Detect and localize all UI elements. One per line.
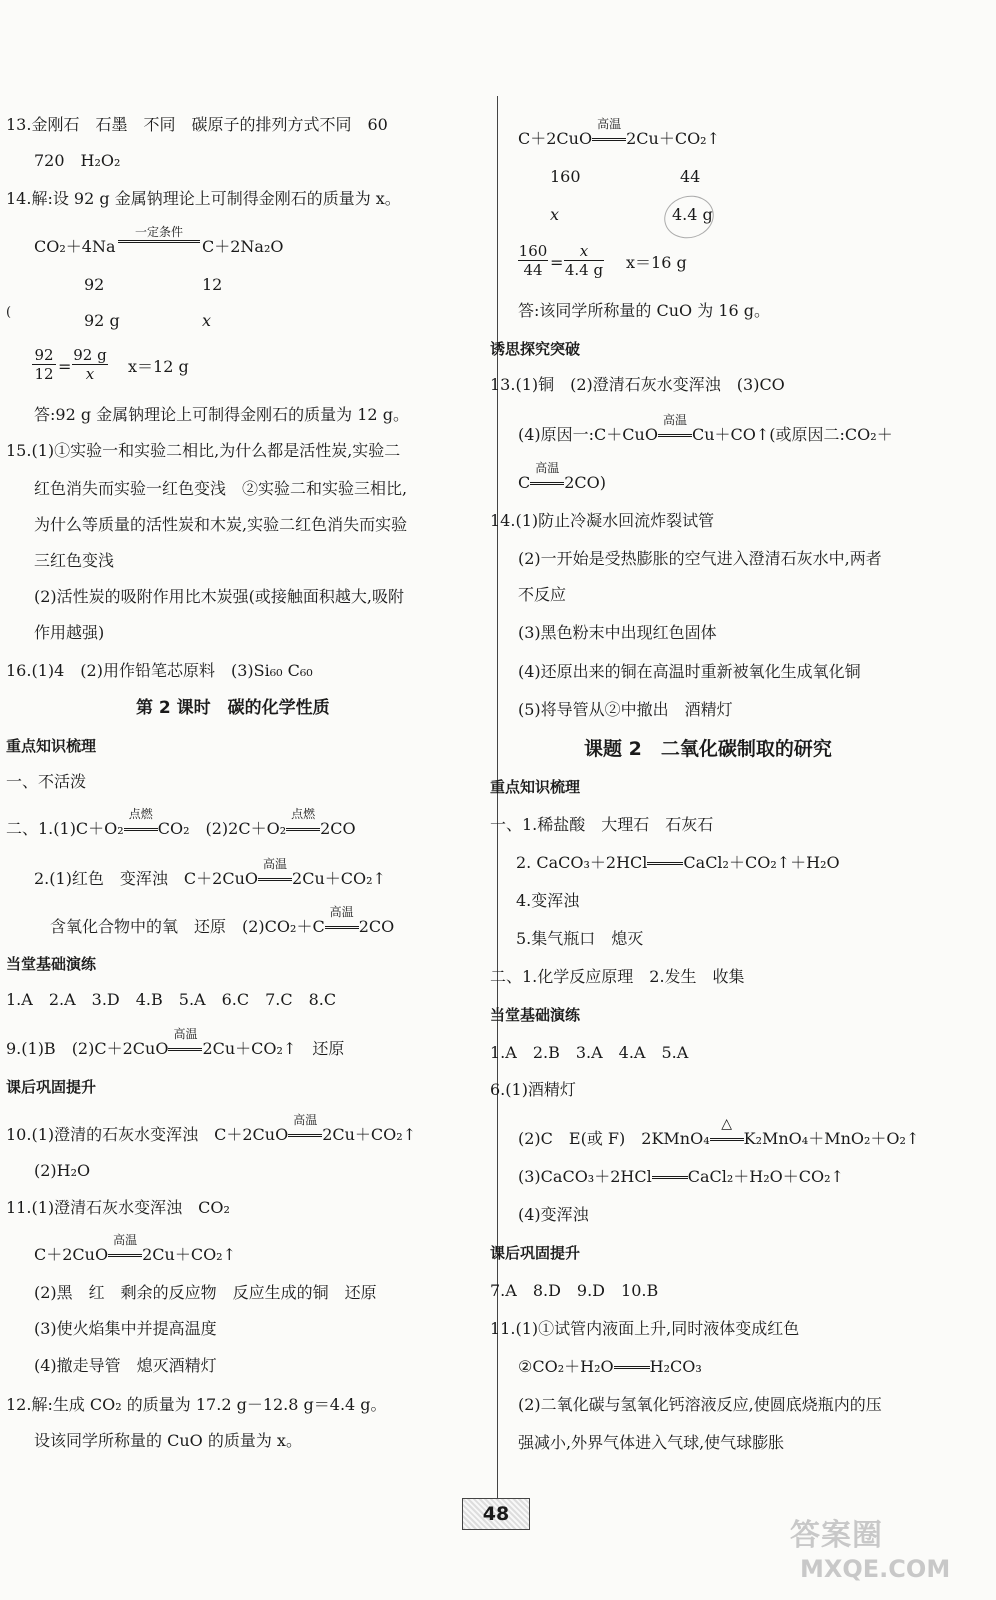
equation-bar [108, 1254, 142, 1257]
eq-part: 2Cu＋CO₂↑ [292, 869, 386, 888]
answer-line: (2)二氧化碳与氢氧化钙溶液反应,使圆底烧瓶内的压 [518, 1395, 882, 1414]
reaction-condition: 高温 [535, 460, 560, 475]
section-heading: 课后巩固提升 [490, 1244, 581, 1262]
equation-bar [258, 878, 292, 881]
eq-part: C＋2CuO [34, 1245, 109, 1264]
answer-line: (3)黑色粉末中出现红色固体 [518, 623, 717, 642]
equation-line [518, 116, 721, 150]
equation-bar [288, 1134, 322, 1137]
eq-part: (2)C E(或 F) 2KMnO₄ [518, 1129, 710, 1148]
equation-bar [530, 482, 564, 485]
fraction-denominator: x [72, 364, 108, 383]
eq-arrow [124, 806, 158, 838]
section-heading: 当堂基础演练 [6, 955, 97, 973]
fraction-numerator: 160 [518, 242, 548, 260]
mass-ratio: 44 [680, 167, 701, 186]
eq-part: C [518, 473, 531, 492]
section-heading: 课后巩固提升 [6, 1078, 97, 1096]
lesson-title: 第 2 课时 碳的化学性质 [136, 698, 330, 718]
section-heading: 重点知识梳理 [6, 737, 97, 755]
answer-line: 11.(1)澄清石灰水变浑浊 CO₂ [6, 1198, 230, 1217]
eq-part: 2.(1)红色 变浑浊 C＋2CuO [34, 869, 259, 888]
eq-part: (3)CaCO₃＋2HCl [518, 1167, 652, 1186]
fraction-numerator: x [579, 242, 589, 260]
fraction-denominator: 12 [32, 364, 56, 383]
answer-line: 二、1.化学反应原理 2.发生 收集 [490, 967, 745, 986]
equation-bar [592, 138, 626, 141]
fraction-result: x＝16 g [626, 253, 687, 272]
equation-line [516, 852, 840, 874]
fraction-numerator: 92 [34, 346, 54, 364]
answer-line: (2)H₂O [34, 1161, 91, 1180]
fraction [32, 346, 56, 383]
fraction-denominator: 44 [518, 260, 548, 279]
eq-part: ②CO₂＋H₂O [518, 1357, 614, 1376]
equation-line [518, 412, 893, 446]
lesson-title: 课题 2 二氧化碳制取的研究 [584, 738, 832, 760]
answer-line: 不反应 [518, 585, 567, 604]
section-heading: 重点知识梳理 [490, 778, 581, 796]
reaction-condition: 一定条件 [134, 225, 183, 239]
reaction-condition: 高温 [113, 1232, 138, 1247]
eq-arrow [286, 806, 320, 838]
eq-part: 10.(1)澄清的石灰水变浑浊 C＋2CuO [6, 1125, 289, 1144]
section-heading: 诱思探究突破 [490, 340, 581, 358]
answer-line: 5.集气瓶口 熄灭 [516, 929, 644, 948]
answer-line: (4)还原出来的铜在高温时重新被氧化生成氧化铜 [518, 662, 861, 681]
equation-bar [124, 828, 158, 831]
answer-14: 14.解:设 92 g 金属钠理论上可制得金刚石的质量为 x。 [6, 189, 401, 208]
equation-line [518, 1356, 702, 1378]
eq-part: (4)原因一:C＋CuO [518, 425, 658, 444]
reaction-condition: 高温 [263, 856, 288, 871]
eq-part: CaCl₂＋H₂O＋CO₂↑ [687, 1167, 844, 1186]
eq-part: 2CO [358, 917, 395, 936]
answer-11: 11.(1)①试管内液面上升,同时液体变成红色 [490, 1319, 800, 1338]
fraction [518, 242, 548, 279]
margin-mark: ( [6, 305, 12, 320]
eq-part: 2Cu＋CO₂↑ [322, 1125, 417, 1144]
answer-14: 14.(1)防止冷凝水回流炸裂试管 [490, 511, 715, 530]
equation-left: CO₂＋4Na [34, 237, 116, 256]
eq-part: Cu＋CO↑(或原因二:CO₂＋ [691, 425, 893, 444]
eq-arrow [658, 412, 692, 444]
answer-13: 13.金刚石 石墨 不同 碳原子的排列方式不同 60 [6, 115, 388, 134]
column-divider [497, 96, 498, 1526]
eq-part: 9.(1)B (2)C＋2CuO [6, 1039, 169, 1058]
section-heading: 当堂基础演练 [490, 1006, 581, 1024]
eq-part: CaCl₂＋CO₂↑＋H₂O [683, 853, 840, 872]
reaction-condition: 点燃 [128, 806, 153, 821]
equation-right: C＋2Na₂O [202, 237, 284, 256]
answer-line: (4)撤走导管 熄灭酒精灯 [34, 1356, 217, 1375]
equation-line [518, 1166, 844, 1188]
answer-16: 16.(1)4 (2)用作铅笔芯原料 (3)Si₆₀ C₆₀ [6, 661, 313, 680]
answer-line: (3)使火焰集中并提高温度 [34, 1319, 217, 1338]
mass-ratio: 12 [202, 275, 223, 294]
answer-13-cont: 720 H₂O₂ [34, 151, 121, 170]
answer-line: 红色消失而实验一红色变浅 ②实验二和实验三相比, [34, 479, 408, 498]
eq-arrow [652, 1170, 688, 1186]
eq-part: 含氧化合物中的氧 还原 (2)CO₂＋C [50, 917, 325, 936]
eq-arrow [614, 1360, 650, 1376]
equation-line [50, 904, 395, 938]
eq-part: 2CO [320, 819, 356, 838]
answer-line: (2)黑 红 剩余的反应物 反应生成的铜 还原 [34, 1283, 377, 1302]
fraction-denominator: 4.4 g [564, 261, 604, 279]
answer-line: 1.A 2.A 3.D 4.B 5.A 6.C 7.C 8.C [6, 990, 337, 1009]
eq-part: 2CO) [564, 473, 607, 492]
answer-13: 13.(1)铜 (2)澄清石灰水变浑浊 (3)CO [490, 375, 785, 394]
equation-line [518, 460, 607, 494]
reaction-condition: 高温 [597, 116, 622, 131]
reaction-condition: △ [721, 1115, 733, 1132]
answer-line: (2)活性炭的吸附作用比木炭强(或接触面积越大,吸附 [34, 587, 404, 606]
eq-part: H₂CO₃ [649, 1357, 702, 1376]
eq-part: K₂MnO₄＋MnO₂＋O₂↑ [743, 1129, 920, 1148]
eq-part: CO₂ (2)2C＋O₂ [157, 819, 287, 838]
actual-mass: x [550, 205, 560, 224]
reaction-condition: 点燃 [291, 806, 316, 821]
reaction-condition: 高温 [662, 412, 687, 427]
answer-12: 12.解:生成 CO₂ 的质量为 17.2 g－12.8 g＝4.4 g。 [6, 1395, 387, 1414]
answer-line: 6.(1)酒精灯 [490, 1080, 576, 1099]
eq-part: 2Cu＋CO₂↑ [142, 1245, 237, 1264]
watermark-url: MXQE.COM [800, 1555, 951, 1583]
equation-bar [710, 1138, 744, 1141]
reaction-condition: 高温 [293, 1112, 318, 1127]
equation-line [34, 856, 386, 890]
equation-bar [168, 1048, 202, 1051]
answer-line: 三红色变浅 [34, 551, 115, 570]
answer-line: 1.A 2.B 3.A 4.A 5.A [490, 1043, 689, 1062]
mass-ratio: 92 [84, 275, 105, 294]
answer-line: (2)一开始是受热膨胀的空气进入澄清石灰水中,两者 [518, 549, 882, 568]
eq-arrow [258, 856, 292, 888]
eq-arrow [108, 1232, 142, 1264]
watermark-logo: 答案圈 [790, 1518, 883, 1553]
answer-line: 设该同学所称量的 CuO 的质量为 x。 [34, 1431, 302, 1450]
equation-line [518, 1115, 920, 1150]
answer-line: 一、不活泼 [6, 772, 87, 791]
fraction [564, 242, 604, 279]
equation-line [6, 1026, 345, 1060]
answer-line: 答:92 g 金属钠理论上可制得金刚石的质量为 12 g。 [34, 405, 409, 424]
fraction [72, 346, 108, 383]
eq-part: 2Cu＋CO₂↑ [626, 129, 721, 148]
answer-line: 7.A 8.D 9.D 10.B [490, 1281, 659, 1300]
actual-mass: 4.4 g [672, 205, 713, 224]
eq-part: 二、1.(1)C＋O₂ [6, 819, 124, 838]
actual-mass: 92 g [84, 311, 120, 330]
eq-arrow [592, 116, 626, 148]
equation-bar [658, 434, 692, 437]
eq-arrow [288, 1112, 322, 1144]
answer-15: 15.(1)①实验一和实验二相比,为什么都是活性炭,实验二 [6, 441, 401, 460]
equation-bar [118, 240, 200, 243]
answer-line: 一、1.稀盐酸 大理石 石灰石 [490, 815, 714, 834]
actual-mass: x [202, 311, 212, 330]
equals: = [550, 253, 564, 272]
equation-line [34, 1232, 237, 1266]
equation-bar [286, 828, 320, 831]
mass-ratio: 160 [550, 167, 581, 186]
reaction-condition: 高温 [329, 904, 354, 919]
eq-arrow [168, 1026, 202, 1058]
eq-arrow [710, 1115, 744, 1148]
answer-line: 4.变浑浊 [516, 891, 580, 910]
eq-arrow [647, 856, 683, 872]
page-number: 48 [462, 1498, 530, 1530]
fraction-result: x＝12 g [128, 357, 189, 376]
eq-part: 2. CaCO₃＋2HCl [516, 853, 648, 872]
equation-bar [325, 926, 359, 929]
answer-line: (5)将导管从②中撤出 酒精灯 [518, 700, 733, 719]
fraction-numerator: 92 g [73, 346, 107, 364]
equation-bar [614, 1366, 650, 1369]
eq-part: C＋2CuO [518, 129, 593, 148]
answer-line: 答:该同学所称量的 CuO 为 16 g。 [518, 301, 771, 320]
eq-arrow [530, 460, 564, 492]
eq-part: 2Cu＋CO₂↑ 还原 [202, 1039, 345, 1058]
answer-line: (4)变浑浊 [518, 1205, 589, 1224]
equals: = [58, 357, 72, 376]
answer-line: 作用越强) [34, 623, 105, 642]
equation-line [6, 1112, 417, 1146]
equation-line [6, 806, 356, 840]
reaction-condition: 高温 [173, 1026, 198, 1041]
equation-bar [652, 1176, 688, 1179]
answer-line: 为什么等质量的活性炭和木炭,实验二红色消失而实验 [34, 515, 408, 534]
equation-bar [647, 862, 683, 865]
answer-line: 强减小,外界气体进入气球,使气球膨胀 [518, 1433, 785, 1452]
eq-arrow [325, 904, 359, 936]
